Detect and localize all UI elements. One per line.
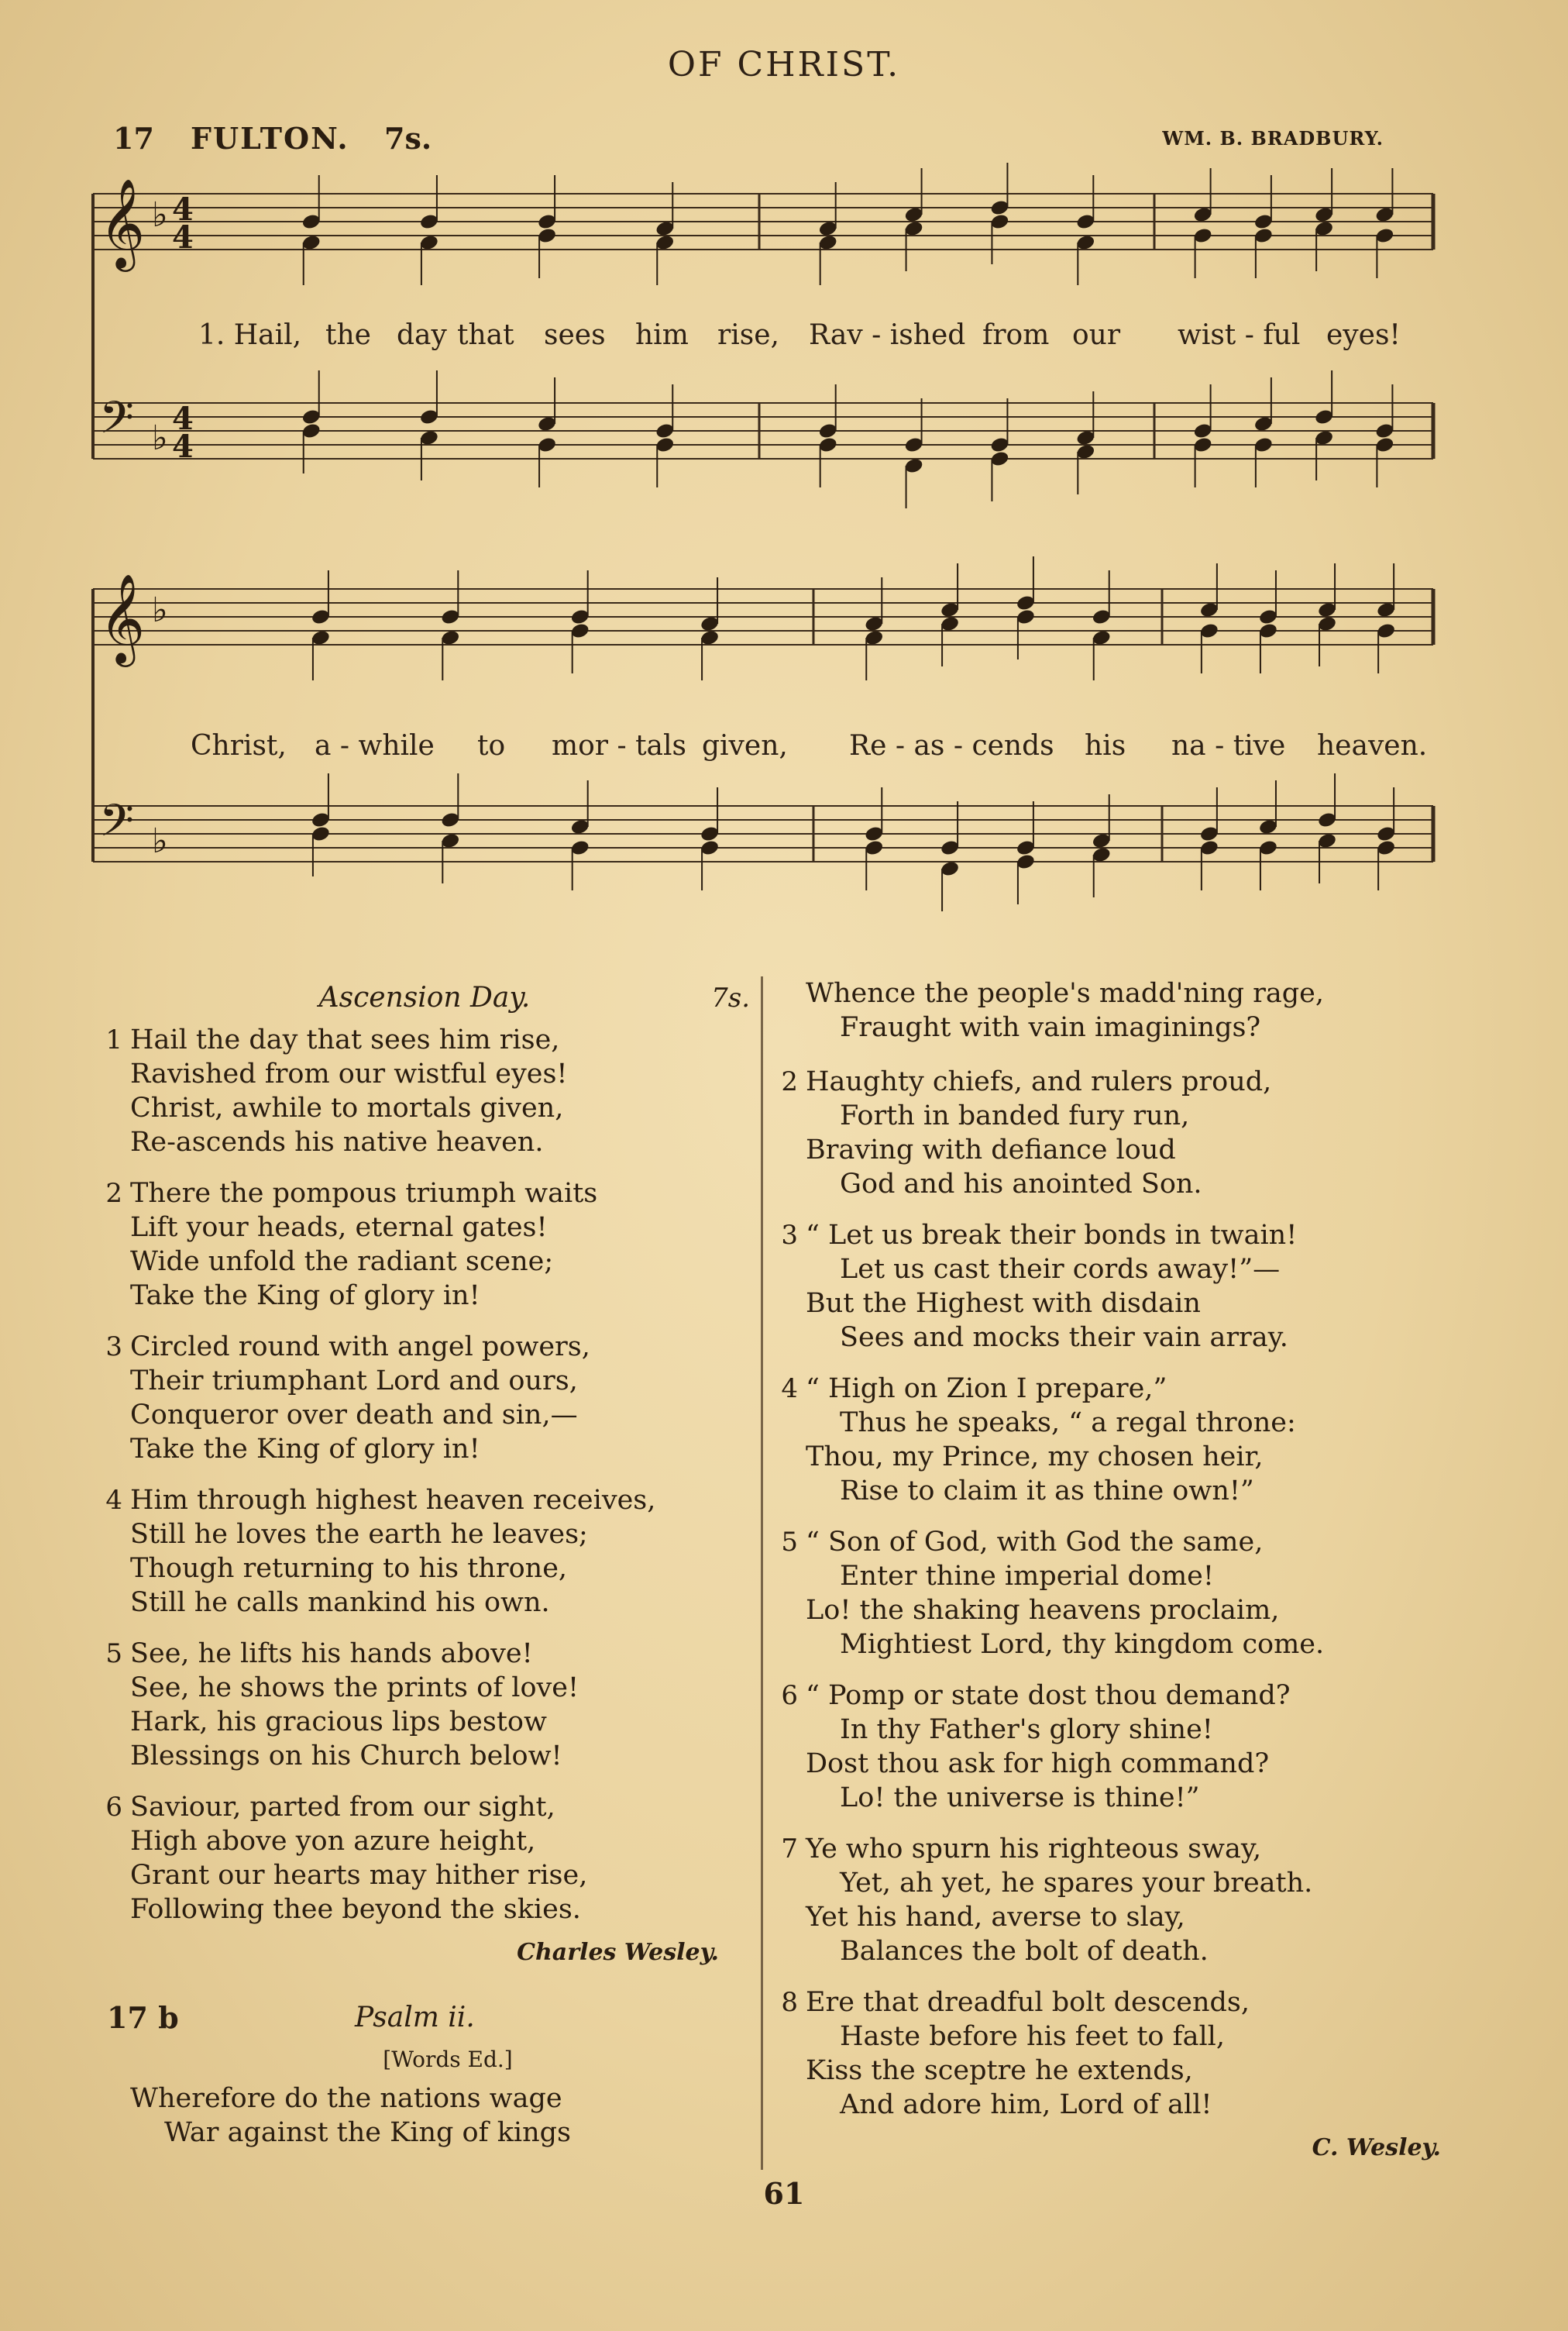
verse-line: Ye who spurn his righteous sway, — [806, 1833, 1262, 1864]
verse-line: Circled round with angel powers, — [130, 1331, 590, 1362]
lyric-syllable: rise, — [717, 319, 779, 351]
lyric-syllable: Christ, — [191, 730, 287, 762]
lyric-syllable: wist - ful — [1178, 319, 1301, 351]
tune-name: FULTON. — [191, 121, 349, 156]
lyric-syllable: eyes! — [1326, 319, 1401, 351]
verse-line: Haste before his feet to fall, — [840, 2021, 1225, 2052]
verse-line: Lo! the universe is thine!” — [840, 1782, 1200, 1813]
stanza — [105, 1483, 719, 1620]
stanza-number: 7 — [781, 1833, 798, 1864]
flat-icon: ♭ — [152, 195, 168, 235]
lyric-syllable: him — [635, 319, 689, 351]
stanza-number: 6 — [105, 1792, 122, 1823]
page-number: 61 — [763, 2176, 805, 2211]
stanza — [105, 1023, 719, 1159]
time-signature: 4 — [172, 219, 194, 256]
hymn-17-title — [130, 981, 750, 1015]
verse-line: God and his anointed Son. — [840, 1169, 1202, 1200]
verse-line: Conqueror over death and sin,— — [130, 1400, 578, 1431]
hymn-17b-stanza-1-start — [130, 2081, 719, 2150]
stanza — [781, 1832, 1441, 1968]
lyric-syllable: heaven. — [1317, 730, 1428, 762]
tune-meter: 7s. — [384, 121, 432, 156]
hymn-17b-title: Psalm ii. — [355, 2002, 475, 2033]
verse-line: In thy Father's glory shine! — [840, 1714, 1213, 1745]
time-signature: 4 — [172, 191, 194, 228]
verse-line: But the Highest with disdain — [806, 1288, 1201, 1319]
verse-line: Sees and mocks their vain array. — [840, 1322, 1288, 1353]
flat-icon: ♭ — [152, 821, 168, 861]
verse-line: Ravished from our wistful eyes! — [130, 1059, 568, 1090]
tune-composer: WM. B. BRADBURY. — [1162, 127, 1384, 150]
verse-line: And adore him, Lord of all! — [840, 2089, 1212, 2120]
lyric-syllable: na - tive — [1171, 730, 1286, 762]
right-column — [781, 976, 1441, 2196]
verse-line: Grant our hearts may hither rise, — [130, 1860, 588, 1891]
lyric-syllable: day — [397, 319, 447, 351]
treble-clef-icon: 𝄞 — [99, 177, 146, 268]
verse-line: Wide unfold the radiant scene; — [130, 1246, 554, 1277]
verse-line: Enter thine imperial dome! — [840, 1561, 1214, 1592]
stanza — [105, 1176, 719, 1313]
verse-line: Braving with defiance loud — [806, 1135, 1176, 1166]
lyric-syllable: Re - as - cends — [849, 730, 1054, 762]
lyric-syllable: given, — [702, 730, 788, 762]
stanza-number: 3 — [105, 1331, 122, 1362]
verse-line: Rise to claim it as thine own!” — [840, 1475, 1254, 1506]
flat-icon: ♭ — [152, 590, 168, 630]
verse-line: Lift your heads, eternal gates! — [130, 1212, 548, 1243]
lyric-syllable: our — [1072, 319, 1121, 351]
hymn-17b-number: 17 b — [107, 2000, 179, 2035]
stanza-number: 3 — [781, 1220, 798, 1251]
verse-line: Him through highest heaven receives, — [130, 1485, 656, 1516]
verse-line: Take the King of glory in! — [130, 1280, 480, 1311]
verse-line: Wherefore do the nations wage — [130, 2083, 562, 2114]
hymn-17-stanzas — [105, 1023, 719, 1926]
lyric-syllable: sees — [544, 319, 606, 351]
verse-line: Mightiest Lord, thy kingdom come. — [840, 1629, 1325, 1660]
verse-line: “ Son of God, with God the same, — [806, 1527, 1264, 1558]
verse-line: Re-ascends his native heaven. — [130, 1127, 544, 1158]
stanza-number: 4 — [781, 1373, 798, 1404]
stanza — [781, 1218, 1441, 1355]
verse-line: Kiss the sceptre he extends, — [806, 2055, 1193, 2086]
verse-line: Thou, my Prince, my chosen heir, — [806, 1441, 1264, 1472]
verse-line: Their triumphant Lord and ours, — [130, 1365, 578, 1396]
lyric-syllable: 1. Hail, — [198, 319, 302, 351]
stanza-number: 4 — [105, 1485, 122, 1516]
time-signature: 4 — [172, 429, 194, 465]
verse-line: Ere that dreadful bolt descends, — [806, 1987, 1250, 2018]
verse-line: Take the King of glory in! — [130, 1434, 480, 1465]
stanza-number: 2 — [781, 1066, 798, 1097]
hymn-17-attribution: Charles Wesley. — [517, 1939, 719, 1966]
lyric-syllable: Rav - ished — [809, 319, 966, 351]
time-signature: 4 — [172, 401, 194, 437]
verse-line: “ Pomp or state dost thou demand? — [806, 1680, 1291, 1711]
verse-line: Forth in banded fury run, — [840, 1100, 1190, 1131]
verse-line: Christ, awhile to mortals given, — [130, 1093, 564, 1124]
verse-line: High above yon azure height, — [130, 1826, 536, 1857]
stanza — [105, 1330, 719, 1466]
stanza-number: 6 — [781, 1680, 798, 1711]
hymn-17b-stanza-1-end — [806, 976, 1441, 1045]
stanza — [781, 1679, 1441, 1815]
stanza-number: 2 — [105, 1178, 122, 1209]
bass-clef-icon: 𝄢 — [99, 391, 135, 455]
hymn-17-meter: 7s. — [711, 983, 750, 1014]
verse-line: War against the King of kings — [164, 2117, 571, 2148]
verse-line: Hail the day that sees him rise, — [130, 1024, 560, 1055]
lyric-syllable: a - while — [315, 730, 435, 762]
verse-line: Yet, ah yet, he spares your breath. — [840, 1868, 1313, 1899]
stanza — [781, 1372, 1441, 1508]
treble-clef-icon: 𝄞 — [99, 573, 146, 663]
verse-line: See, he shows the prints of love! — [130, 1672, 579, 1703]
stanza-number: 5 — [105, 1638, 122, 1669]
column-divider — [761, 976, 763, 2170]
verse-line: Thus he speaks, “ a regal throne: — [840, 1407, 1296, 1438]
running-head: OF CHRIST. — [667, 45, 901, 84]
bass-clef-icon: 𝄢 — [99, 794, 135, 858]
hymn-17b-attribution: C. Wesley. — [1312, 2134, 1441, 2161]
lyric-syllable: to — [477, 730, 506, 762]
tune-header — [113, 121, 1384, 160]
verse-line: There the pompous triumph waits — [130, 1178, 598, 1209]
hymn-17b-stanzas — [781, 1065, 1441, 2122]
verse-line: Dost thou ask for high command? — [806, 1748, 1270, 1779]
hymn-17-title-text: Ascension Day. — [318, 982, 531, 1014]
verse-line: Fraught with vain imaginings? — [840, 1012, 1261, 1043]
lyric-syllable: the — [325, 319, 371, 351]
verse-line: “ High on Zion I prepare,” — [806, 1373, 1167, 1404]
verse-line: Still he loves the earth he leaves; — [130, 1519, 588, 1550]
verse-line: See, he lifts his hands above! — [130, 1638, 533, 1669]
tune-number: 17 — [113, 121, 154, 156]
verse-line: “ Let us break their bonds in twain! — [806, 1220, 1298, 1251]
lyric-syllable: his — [1085, 730, 1126, 762]
hymn-17b-header — [107, 2000, 719, 2040]
verse-line: Whence the people's madd'ning rage, — [806, 978, 1324, 1009]
verse-line: Lo! the shaking heavens proclaim, — [806, 1595, 1280, 1626]
stanza — [781, 1065, 1441, 1201]
stanza — [105, 1790, 719, 1926]
verse-line: Let us cast their cords away!”— — [840, 1254, 1281, 1285]
verse-line: Saviour, parted from our sight, — [130, 1792, 555, 1823]
stanza — [105, 1637, 719, 1773]
stanza-number: 5 — [781, 1527, 798, 1558]
lyric-syllable: mor - tals — [552, 730, 686, 762]
lyric-syllable: from — [982, 319, 1050, 351]
left-column — [105, 976, 750, 2167]
stanza-number: 1 — [105, 1024, 122, 1055]
stanza-number: 8 — [781, 1987, 798, 2018]
verse-line: Hark, his gracious lips bestow — [130, 1706, 547, 1737]
verse-line: Blessings on his Church below! — [130, 1741, 562, 1771]
lyric-syllable: that — [457, 319, 514, 351]
stanza — [781, 1525, 1441, 1661]
flat-icon: ♭ — [152, 418, 168, 458]
stanza — [781, 1985, 1441, 2122]
verse-line: Balances the bolt of death. — [840, 1936, 1209, 1967]
verse-line: Though returning to his throne, — [130, 1553, 568, 1584]
verse-line: Haughty chiefs, and rulers proud, — [806, 1066, 1272, 1097]
verse-line: Yet his hand, averse to slay, — [806, 1902, 1185, 1933]
words-note: [Words Ed.] — [383, 2047, 513, 2072]
verse-line: Following thee beyond the skies. — [130, 1894, 581, 1925]
verse-line: Still he calls mankind his own. — [130, 1587, 550, 1618]
